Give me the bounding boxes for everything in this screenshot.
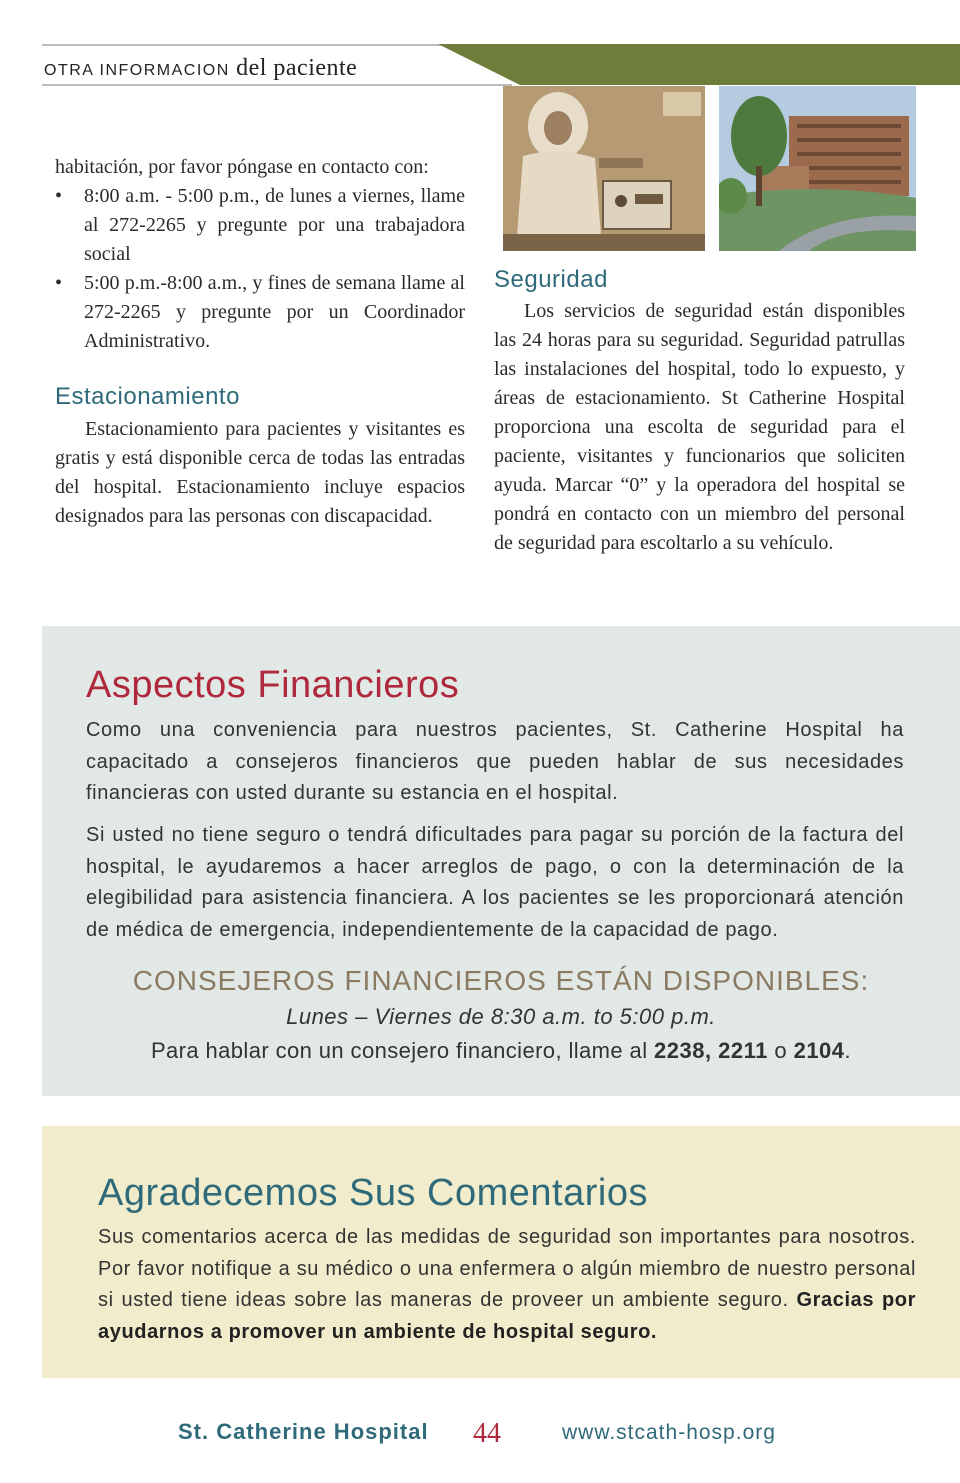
extension-secondary: 2104 bbox=[793, 1038, 845, 1063]
page-section-title bbox=[44, 55, 357, 82]
financial-paragraph-1: Como una conveniencia para nuestros pacientes, St. Catherine Hospital ha capacitado a consejeros financieros que pueden hablar de sus necesidades financieras con usted durante su estancia en el hospital. bbox=[86, 719, 904, 804]
security-section bbox=[494, 297, 905, 558]
counselor-call-line bbox=[42, 1038, 960, 1064]
counselor-hours: Lunes – Viernes de 8:30 a.m. to 5:00 p.m. bbox=[286, 1004, 716, 1029]
contact-list bbox=[55, 182, 465, 356]
parking-heading: Estacionamiento bbox=[55, 383, 240, 410]
financial-paragraph-2: Si usted no tiene seguro o tendrá dificultades para pagar su porción de la factura del hospital, le ayudaremos a hacer arreglos de pago, o con la determinación de la elegibilidad para asistencia financiera. A los pacientes se les proporcionará atención de médica de emergencia, independientemente de la capacidad de pago. bbox=[86, 824, 904, 941]
historic-nurse-photo bbox=[503, 86, 705, 251]
call-prefix: Para hablar con un consejero financiero, llame al bbox=[150, 1038, 648, 1063]
list-item: • 5:00 p.m.-8:00 a.m., y fines de semana llame al 272-2265 y pregunte por un Coordinador Administrativo. bbox=[55, 269, 465, 356]
building-illustration bbox=[719, 86, 916, 251]
nurse-illustration bbox=[503, 86, 705, 251]
footer-hospital-name: St. Catherine Hospital bbox=[178, 1419, 429, 1444]
extension-primary: 2238, 2211 bbox=[654, 1038, 768, 1063]
page-number: 44 bbox=[473, 1418, 501, 1449]
security-body: Los servicios de seguridad están disponibles las 24 horas para su seguridad. Seguridad patrullas las instalaciones del hospital, todo lo expuesto, y áreas de estacionamiento. St Catherine Hospital proporciona una escolta de seguridad para el paciente, visitantes y funcionarios que soliciten ayuda. Marcar “0” y la operadora del hospital se pondrá en contacto con un miembro del personal de seguridad para escoltarlo a su vehículo. bbox=[494, 300, 905, 554]
section-title-caps: OTRA INFORMACION bbox=[44, 62, 230, 79]
hospital-building-illustration bbox=[719, 86, 916, 251]
parking-body: Estacionamiento para pacientes y visitantes es gratis y está disponible cerca de todas las entradas del hospital. Estacionamiento incluye espacios designados para las personas con discapacidad. bbox=[55, 418, 465, 527]
call-or: o bbox=[774, 1038, 788, 1063]
section-title-rest: del paciente bbox=[236, 55, 358, 81]
comments-title: Agradecemos Sus Comentarios bbox=[98, 1172, 648, 1214]
list-item: • 8:00 a.m. - 5:00 p.m., de lunes a viernes, llame al 272-2265 y pregunte por una trabajadora social bbox=[55, 182, 465, 269]
call-end: . bbox=[844, 1038, 852, 1063]
parking-section bbox=[55, 415, 465, 531]
footer-url[interactable]: www.stcath-hosp.org bbox=[562, 1421, 776, 1444]
counselors-available-heading: CONSEJEROS FINANCIEROS ESTÁN DISPONIBLES: bbox=[132, 965, 870, 996]
contact-intro: habitación, por favor póngase en contacto con: bbox=[55, 156, 429, 178]
security-heading: Seguridad bbox=[494, 266, 608, 293]
comments-body-block bbox=[98, 1222, 916, 1348]
left-column bbox=[55, 153, 465, 356]
header-color-band bbox=[438, 44, 960, 85]
comments-body: Sus comentarios acerca de las medidas de seguridad son importantes para nosotros. Por favor notifique a su médico o una enfermera o algún miembro de nuestro personal si usted tiene ideas sobre las maneras de proveer un ambiente seguro. bbox=[98, 1226, 916, 1311]
financial-title: Aspectos Financieros bbox=[86, 664, 460, 706]
comments-thanks: Gracias por ayudarnos a promover un ambiente de hospital seguro. bbox=[98, 1289, 916, 1343]
